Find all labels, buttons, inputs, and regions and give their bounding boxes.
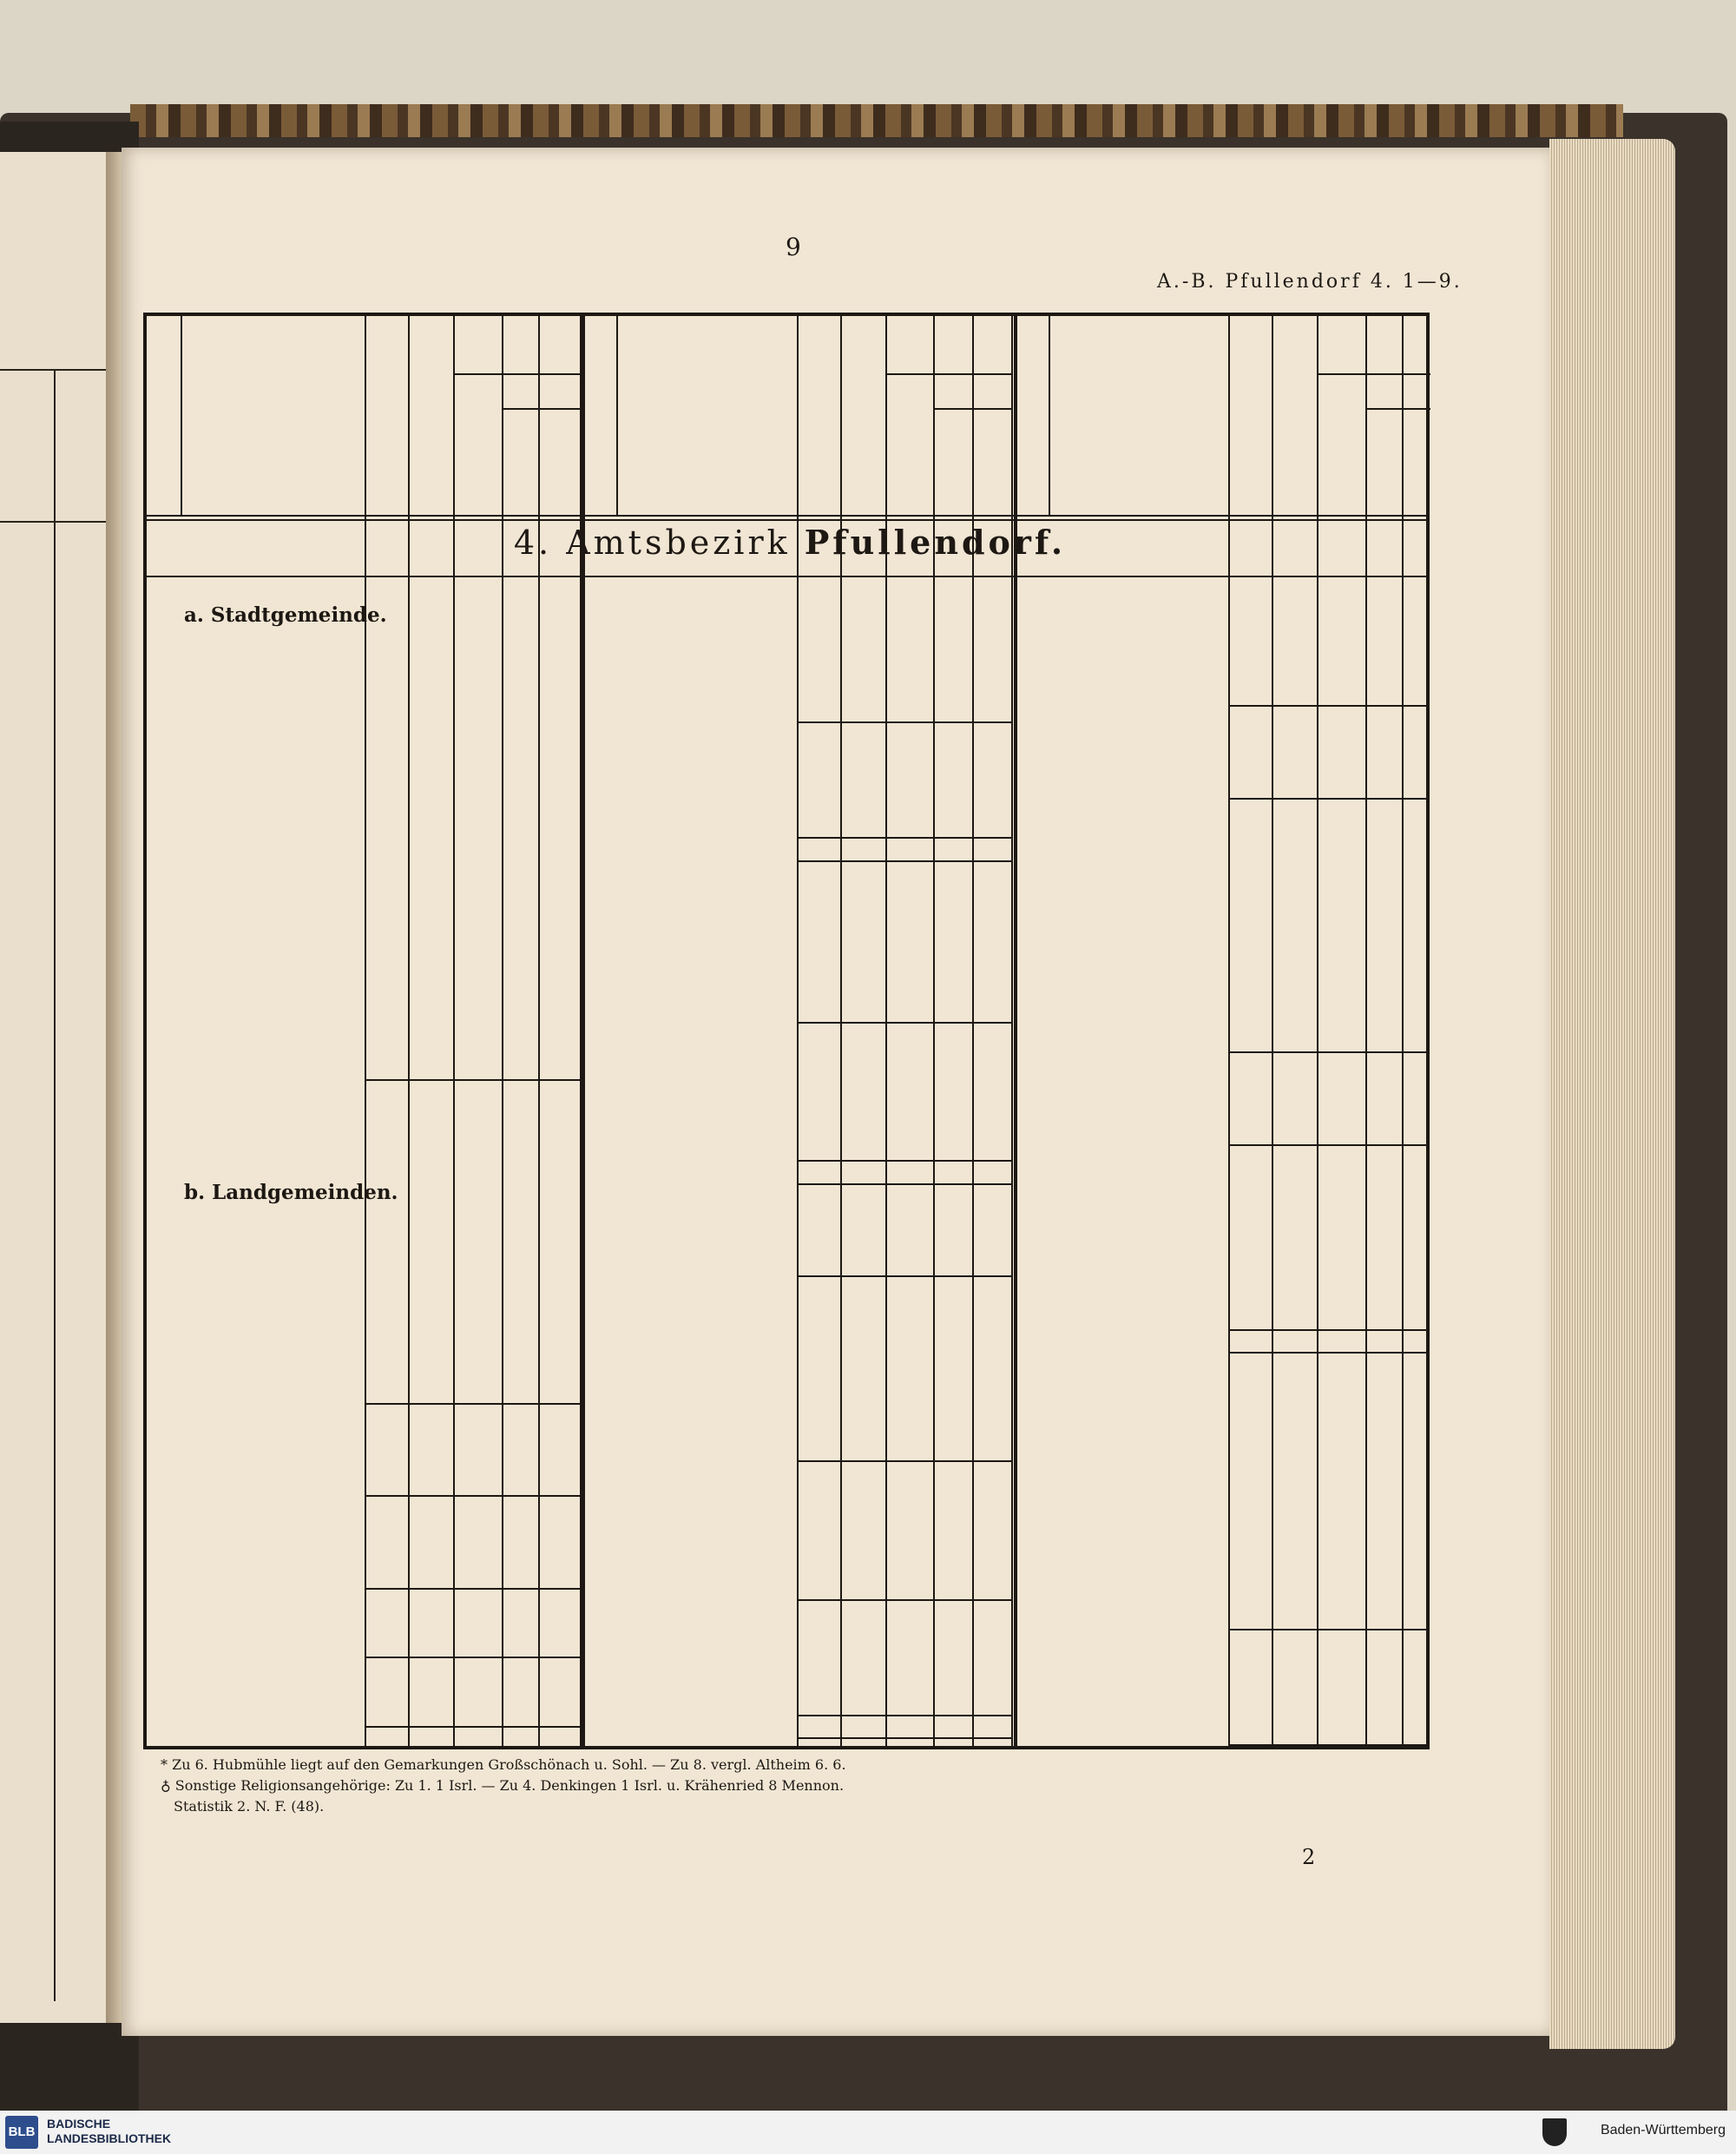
bw-label: Baden-Württemberg: [1600, 2123, 1726, 2138]
ordnungszahl-divider: [616, 315, 618, 515]
sum-rule: [1228, 1051, 1429, 1053]
darunter-rule: [1365, 408, 1430, 410]
sum-rule: [365, 1403, 580, 1405]
section-landgemeinden: b. Landgemeinden.: [184, 1181, 398, 1204]
cover-edge: [130, 104, 1623, 137]
sum-rule: [797, 860, 1011, 862]
sum-rule: [797, 837, 1011, 839]
sum-rule: [1228, 1629, 1429, 1630]
title-rule: [146, 576, 1429, 577]
sum-rule: [1228, 1144, 1429, 1146]
ordnungszahl-divider: [1049, 315, 1050, 515]
sum-rule: [797, 1715, 1011, 1716]
sum-rule: [365, 1079, 580, 1081]
anwesende-rule: [453, 373, 580, 375]
header-rule: [146, 515, 1429, 517]
ordnungszahl-divider: [181, 315, 182, 515]
sum-rule: [1228, 1329, 1429, 1331]
district-name: Pfullendorf.: [804, 523, 1067, 562]
sum-rule: [797, 1183, 1011, 1185]
sum-rule: [797, 1737, 1011, 1739]
blb-name: [47, 2117, 171, 2146]
anwesende-rule: [1317, 373, 1430, 375]
sum-rule: [797, 1275, 1011, 1277]
darunter-rule: [933, 408, 1011, 410]
sum-rule: [1228, 798, 1429, 800]
left-vertical: [54, 369, 56, 2001]
sum-rule: [797, 1160, 1011, 1162]
sum-rule: [365, 1726, 580, 1728]
darunter-rule: [502, 408, 580, 410]
sum-rule: [797, 721, 1011, 723]
header-rule: [146, 519, 1429, 521]
blb-logo: BLB: [5, 2116, 38, 2149]
signature-mark: 2: [1302, 1845, 1316, 1869]
sum-rule: [365, 1657, 580, 1658]
running-head: A.-B. Pfullendorf 4. 1—9.: [1157, 271, 1463, 293]
sum-rule: [797, 1022, 1011, 1024]
footnote-2: ♁ Sonstige Religionsangehörige: Zu 1. 1 Isrl. — Zu 4. Denkingen 1 Isrl. u. Krähenried 8 Mennon.: [161, 1777, 845, 1794]
sum-rule: [797, 1599, 1011, 1601]
section-stadtgemeinde: a. Stadtgemeinde.: [184, 603, 387, 627]
sum-rule: [365, 1588, 580, 1590]
page-number: 9: [786, 233, 801, 261]
sum-rule: [1228, 705, 1429, 707]
sum-rule: [1228, 1352, 1429, 1354]
blb-line-2: LANDESBIBLIOTHEK: [47, 2131, 172, 2145]
left-page: [0, 152, 111, 2023]
page-stack: [1549, 139, 1675, 2049]
blb-line-1: BADISCHE: [47, 2117, 111, 2131]
anwesende-rule: [885, 373, 1011, 375]
footer-logo-bar: [0, 2111, 1736, 2154]
footnote-3: Statistik 2. N. F. (48).: [174, 1798, 325, 1815]
sum-rule: [365, 1495, 580, 1497]
sum-rule: [1228, 1744, 1429, 1746]
footnote-1: * Zu 6. Hubmühle liegt auf den Gemarkungen Großschönach u. Sohl. — Zu 8. vergl. Altheim 6. 6.: [161, 1756, 846, 1773]
bw-coat-of-arms-icon: [1542, 2118, 1567, 2146]
district-prefix: 4. Amtsbezirk: [513, 524, 791, 562]
district-title: [156, 523, 1424, 562]
sum-rule: [797, 1460, 1011, 1462]
